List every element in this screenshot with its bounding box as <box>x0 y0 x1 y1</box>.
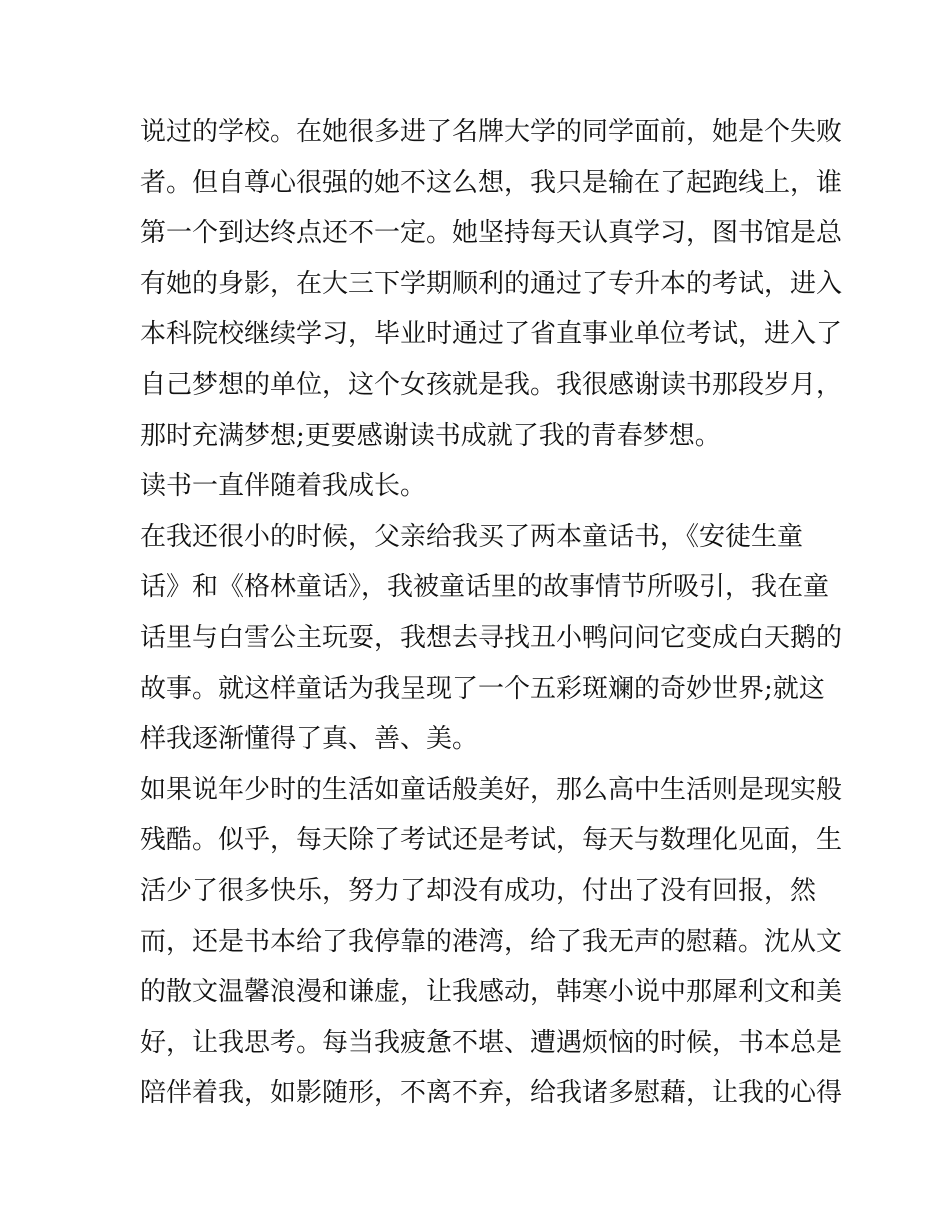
text-line: 好，让我思考。每当我疲惫不堪、遭遇烦恼的时候，书本总是 <box>140 1027 843 1058</box>
text-line: 而，还是书本给了我停靠的港湾，给了我无声的慰藉。沈从文 <box>140 926 843 957</box>
text-line: 故事。就这样童话为我呈现了一个五彩斑斓的奇妙世界;就这 <box>140 673 825 704</box>
text-line: 有她的身影，在大三下学期顺利的通过了专升本的考试，进入 <box>140 268 843 299</box>
text-line: 的散文温馨浪漫和谦虚，让我感动，韩寒小说中那犀利文和美 <box>140 977 843 1008</box>
text-line: 说过的学校。在她很多进了名牌大学的同学面前，她是个失败 <box>140 117 843 147</box>
text-line: 第一个到达终点还不一定。她坚持每天认真学习，图书馆是总 <box>140 218 843 249</box>
text-line: 残酷。似乎，每天除了考试还是考试，每天与数理化见面，生 <box>140 825 843 856</box>
text-line: 自己梦想的单位，这个女孩就是我。我很感谢读书那段岁月， <box>140 369 843 400</box>
text-line: 如果说年少时的生活如童话般美好，那么高中生活则是现实般 <box>140 774 843 805</box>
text-line: 那时充满梦想;更要感谢读书成就了我的青春梦想。 <box>140 420 721 451</box>
text-line: 在我还很小的时候，父亲给我买了两本童话书，《安徒生童 <box>140 521 804 552</box>
text-line: 话》和《格林童话》，我被童话里的故事情节所吸引，我在童 <box>140 572 830 603</box>
text-line: 读书一直伴随着我成长。 <box>140 471 427 502</box>
text-line: 陪伴着我，如影随形，不离不弃，给我诸多慰藉，让我的心得 <box>140 1078 843 1109</box>
text-line: 本科院校继续学习，毕业时通过了省直事业单位考试，进入了 <box>140 319 843 350</box>
text-line: 者。但自尊心很强的她不这么想，我只是输在了起跑线上，谁 <box>140 167 843 198</box>
text-line: 话里与白雪公主玩耍，我想去寻找丑小鸭问问它变成白天鹅的 <box>140 622 843 653</box>
article-body <box>140 107 843 1119</box>
text-line: 样我逐渐懂得了真、善、美。 <box>140 724 479 755</box>
text-line: 活少了很多快乐，努力了却没有成功，付出了没有回报，然 <box>140 875 817 906</box>
